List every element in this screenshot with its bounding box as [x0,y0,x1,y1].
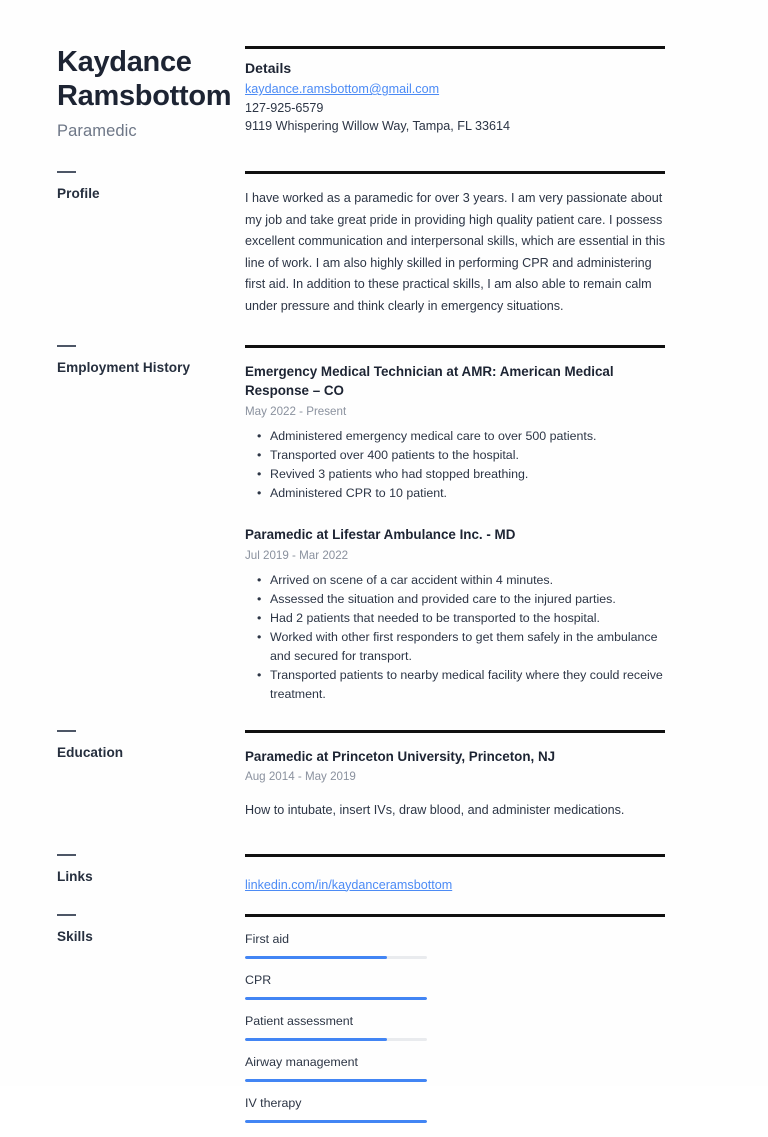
links-sidebar [0,854,245,885]
sidebar-section-skills [57,914,245,945]
details-heading: Details [245,60,292,76]
section-rule-details [245,46,665,49]
sidebar-section-links [57,854,245,885]
links-content [245,854,768,895]
sidebar-heading-education: Education [57,744,124,760]
employment-entry-bullets [245,571,723,703]
skill-row [245,973,723,1000]
profile-content [245,171,768,318]
candidate-job-title: Paramedic [57,121,137,140]
employment-entry [245,525,723,703]
skills-list [245,932,723,1122]
employment-row [0,318,768,704]
dash-icon [57,914,76,916]
skill-level-fill [245,1120,427,1123]
sidebar-section-education [57,730,245,761]
skill-level-fill [245,956,387,959]
skills-content [245,914,768,1136]
links-list [245,876,723,895]
sidebar-heading-profile: Profile [57,185,100,201]
education-row [0,704,768,821]
list-item: • Administered CPR to 10 patient. [270,484,670,503]
list-item: • Revived 3 patients who had stopped breathing. [270,465,670,484]
list-item: • Assessed the situation and provided care to the injured parties. [270,590,670,609]
employment-entry-title: Paramedic at Lifestar Ambulance Inc. - MD [245,527,516,543]
profile-sidebar [0,171,245,202]
skill-label: CPR [245,973,272,988]
dash-icon [57,345,76,347]
profile-text: I have worked as a paramedic for over 3 years. I am very passionate about my job and take great pride in providing high quality patient care. I possess excellent communication and interpersonal skills, which are essential in this line of work. I am also highly skilled in performing CPR and administering first aid. In addition to these practical skills, I am also able to remain calm under pressure and think clearly in emergency situations. [245,190,665,314]
education-entry-date: Aug 2014 - May 2019 [245,770,356,784]
education-entry-title: Paramedic at Princeton University, Princeton, NJ [245,748,556,764]
sidebar-section-employment [57,345,245,376]
skills-sidebar [0,914,245,945]
links-row [0,821,768,895]
employment-entry-bullets [245,427,723,503]
list-item: • Transported over 400 patients to the hospital. [270,446,670,465]
list-item: • Worked with other first responders to get them safely in the ambulance and secured for transport. [270,628,670,665]
dash-icon [57,171,76,173]
employment-entry [245,362,723,503]
skill-level-bar [245,1120,427,1123]
dash-icon [57,854,76,856]
list-item: • Transported patients to nearby medical facility where they could receive treatment. [270,666,670,703]
skill-level-bar [245,1079,427,1082]
employment-entry-date: May 2022 - Present [245,404,347,418]
skill-label: IV therapy [245,1095,302,1110]
skill-level-fill [245,997,427,1000]
employment-entries [245,362,723,703]
profile-row [0,141,768,318]
sidebar-heading-employment: Employment History [57,359,191,375]
list-item: • Had 2 patients that needed to be transported to the hospital. [270,609,670,628]
details-section [245,46,768,136]
skill-label: Airway management [245,1054,358,1069]
skill-level-fill [245,1079,427,1082]
email-link[interactable]: kaydance.ramsbottom@gmail.com [245,82,440,96]
skill-level-bar [245,997,427,1000]
header-row [0,0,768,141]
candidate-name: Kaydance Ramsbottom [57,46,232,112]
phone-text: 127-925-6579 [245,100,324,115]
skill-label: First aid [245,932,290,947]
header-left [0,46,245,141]
sidebar-section-profile [57,171,245,202]
section-rule-education [245,730,665,733]
list-item: • Arrived on scene of a car accident within 4 minutes. [270,571,670,590]
education-description: How to intubate, insert IVs, draw blood, and administer medications. [245,803,625,818]
section-rule-employment [245,345,665,348]
employment-entry-title: Emergency Medical Technician at AMR: American Medical Response – CO [245,363,614,399]
skill-level-bar [245,956,427,959]
skill-level-fill [245,1038,387,1041]
skill-label: Patient assessment [245,1013,354,1028]
education-content [245,730,768,821]
employment-entry-date: Jul 2019 - Mar 2022 [245,548,349,562]
skill-row [245,1014,723,1041]
skill-row [245,1055,723,1082]
address-text: 9119 Whispering Willow Way, Tampa, FL 33614 [245,119,511,134]
skills-row [0,894,768,1136]
education-sidebar [0,730,245,761]
skill-level-bar [245,1038,427,1041]
employment-content [245,345,768,704]
section-rule-links [245,854,665,857]
sidebar-heading-links: Links [57,868,93,884]
skill-row [245,932,723,959]
section-rule-profile [245,171,665,174]
skill-row [245,1096,723,1123]
dash-icon [57,730,76,732]
section-rule-skills [245,914,665,917]
sidebar-heading-skills: Skills [57,929,93,945]
list-item: • Administered emergency medical care to over 500 patients. [270,427,670,446]
employment-sidebar [0,345,245,376]
profile-link[interactable]: linkedin.com/in/kaydanceramsbottom [245,877,453,892]
